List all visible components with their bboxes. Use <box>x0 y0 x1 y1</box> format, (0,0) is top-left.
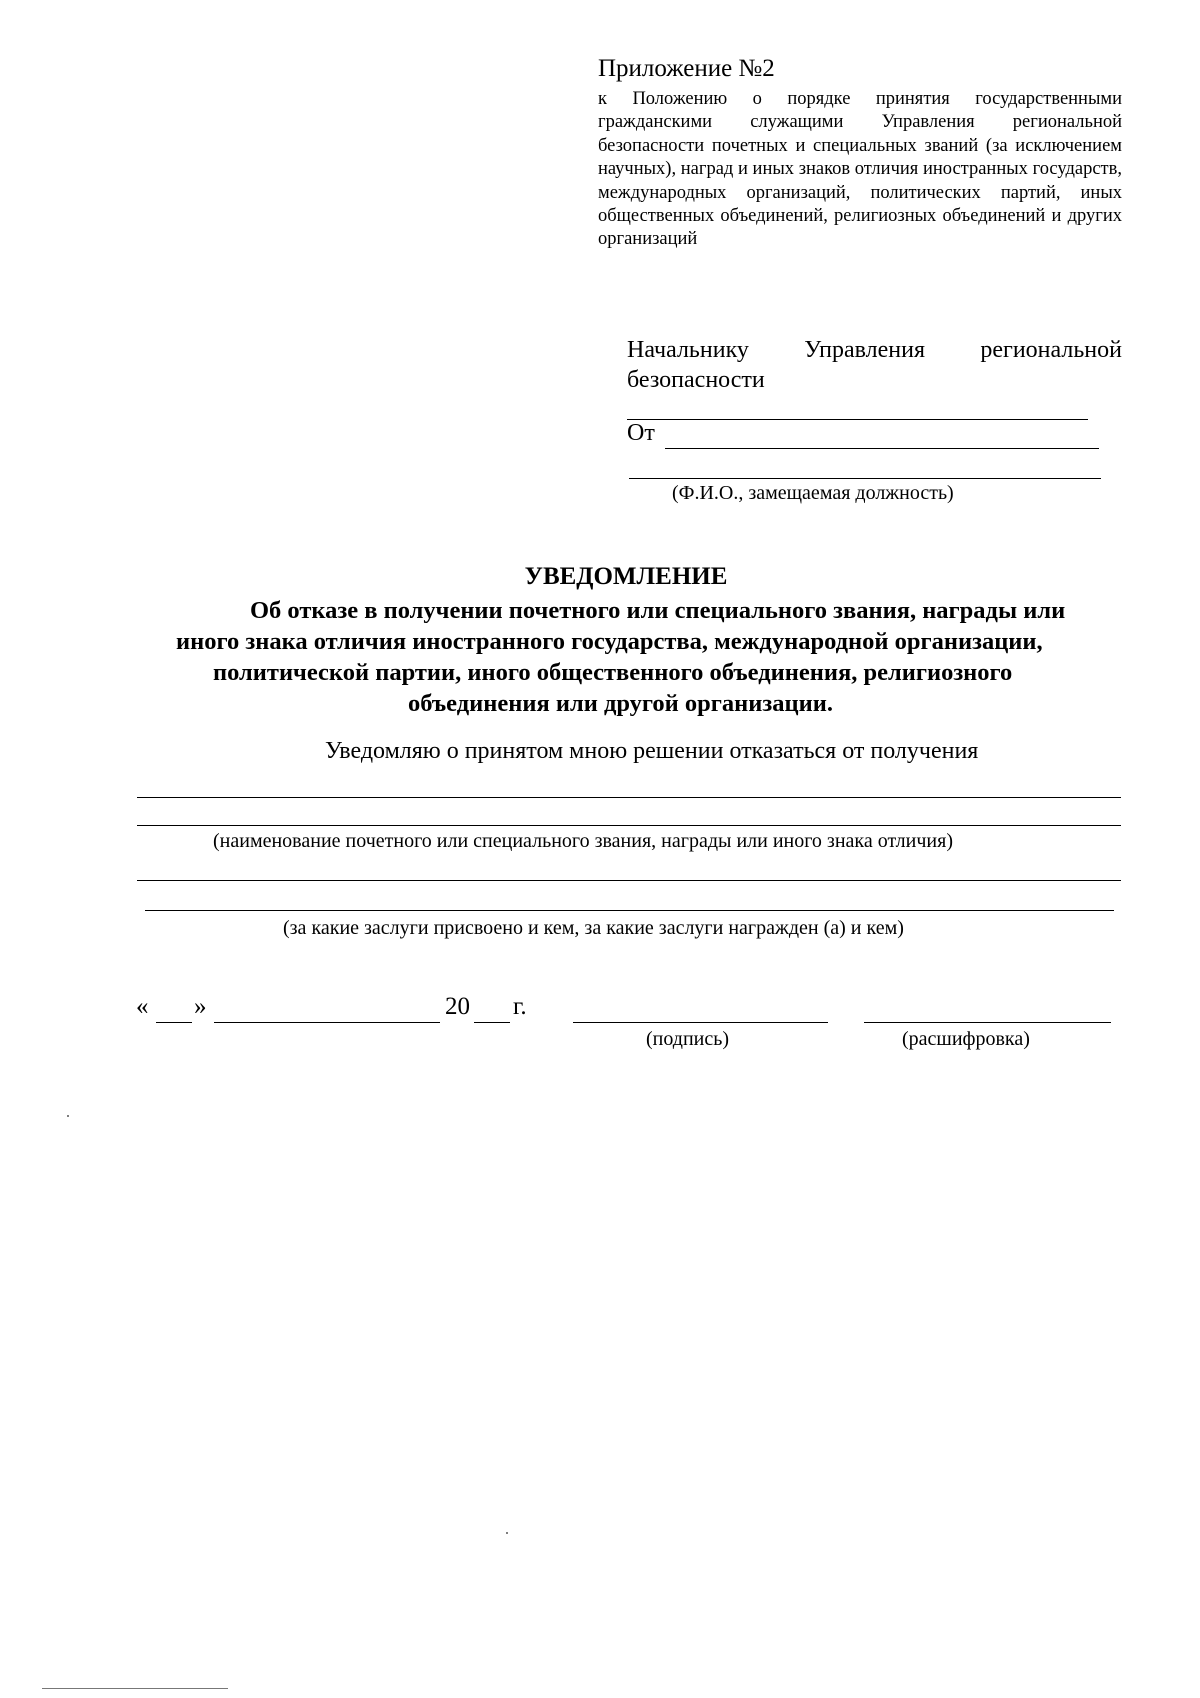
month-blank-line[interactable] <box>214 1022 440 1023</box>
decryption-blank-line[interactable] <box>864 1022 1111 1023</box>
scan-speck <box>67 1115 69 1117</box>
addressee-text: Начальнику Управления региональной безопасности <box>627 337 1122 393</box>
award-blank-line-1[interactable] <box>137 797 1121 798</box>
merits-caption: (за какие заслуги присвоено и кем, за какие заслуги награжден (а) и кем) <box>283 917 904 939</box>
from-label: От <box>627 420 655 446</box>
appendix-title: Приложение №2 <box>598 55 775 82</box>
merits-blank-line-1[interactable] <box>137 880 1121 881</box>
from-blank-line[interactable] <box>665 448 1099 449</box>
notice-title: УВЕДОМЛЕНИЕ <box>524 563 728 590</box>
signature-blank-line[interactable] <box>573 1022 828 1023</box>
award-blank-line-2[interactable] <box>137 825 1121 826</box>
scan-speck <box>506 1532 508 1534</box>
scan-edge-line <box>42 1688 228 1689</box>
day-blank-line[interactable] <box>156 1022 192 1023</box>
signature-caption: (подпись) <box>646 1028 730 1050</box>
year-suffix: г. <box>513 993 527 1020</box>
year-blank-line[interactable] <box>474 1022 510 1023</box>
decryption-caption: (расшифровка) <box>902 1028 1030 1050</box>
fio-caption: (Ф.И.О., замещаемая должность) <box>672 482 954 504</box>
addressee-blank-line[interactable] <box>627 419 1088 420</box>
date-quote-open: « <box>136 993 149 1020</box>
appendix-text: к Положению о порядке принятия государственными гражданскими служащими Управления региональной безопасности почетных и специальных званий (за исключением научных), наград и иных знаков отличия иностранных государств, международных организаций, политических партий, иных общественных объединений, религиозных объединений и других организаций <box>598 89 1122 250</box>
position-blank-line[interactable] <box>629 478 1101 479</box>
notice-body-text: Уведомляю о принятом мною решении отказаться от получения <box>325 738 979 764</box>
notice-subtitle-line-1: Об отказе в получении почетного или специального звания, награды или <box>250 597 1066 624</box>
date-quote-close: » <box>194 993 207 1020</box>
notice-subtitle-line-4: объединения или другой организации. <box>408 690 833 717</box>
award-caption: (наименование почетного или специального звания, награды или иного знака отличия) <box>213 830 953 852</box>
notice-subtitle-line-3: политической партии, иного общественного объединения, религиозного <box>213 659 1013 686</box>
notice-subtitle-line-2: иного знака отличия иностранного государства, международной организации, <box>176 628 1043 655</box>
year-prefix: 20 <box>445 993 470 1020</box>
merits-blank-line-2[interactable] <box>145 910 1114 911</box>
